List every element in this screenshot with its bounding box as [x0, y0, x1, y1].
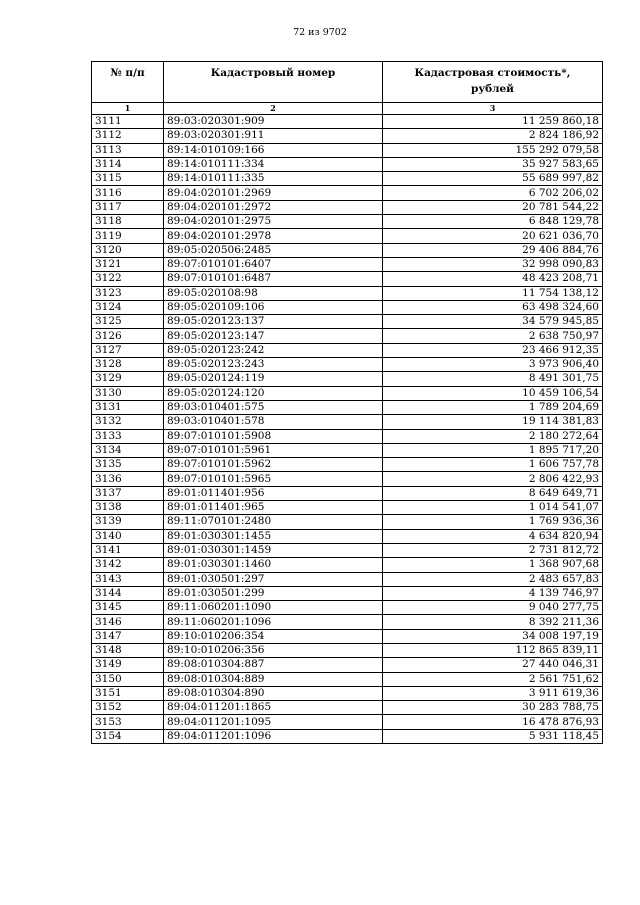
table-row — [92, 458, 603, 472]
cadastral-number-cell: 89:03:010401:578 — [164, 415, 383, 429]
cadastral-value-cell: 10 459 106,54 — [383, 386, 603, 400]
header-cadastral-value-text: Кадастровая стоимость*, рублей — [414, 67, 571, 95]
cadastral-number-cell: 89:10:010206:356 — [164, 643, 383, 657]
row-number-cell: 3137 — [92, 486, 164, 500]
cadastral-value-cell: 27 440 046,31 — [383, 658, 603, 672]
row-number-cell: 3123 — [92, 286, 164, 300]
table-row — [92, 558, 603, 572]
cadastral-number-cell: 89:07:010101:6407 — [164, 257, 383, 271]
cadastral-number-cell: 89:01:030301:1455 — [164, 529, 383, 543]
cadastral-number-cell: 89:08:010304:889 — [164, 672, 383, 686]
cadastral-value-cell: 30 283 788,75 — [383, 701, 603, 715]
table-row — [92, 358, 603, 372]
table-row — [92, 257, 603, 271]
table-row — [92, 529, 603, 543]
cadastral-value-cell: 4 139 746,97 — [383, 586, 603, 600]
cadastral-number-cell: 89:05:020506:2485 — [164, 243, 383, 257]
cadastral-number-cell: 89:05:020124:120 — [164, 386, 383, 400]
table-row — [92, 329, 603, 343]
table-row — [92, 215, 603, 229]
table-row — [92, 315, 603, 329]
cadastral-number-cell: 89:05:020123:242 — [164, 343, 383, 357]
table-row — [92, 658, 603, 672]
cadastral-value-cell: 8 392 211,36 — [383, 615, 603, 629]
cadastral-value-cell: 19 114 381,83 — [383, 415, 603, 429]
row-number-cell: 3132 — [92, 415, 164, 429]
row-number-cell: 3136 — [92, 472, 164, 486]
row-number-cell: 3125 — [92, 315, 164, 329]
cadastral-value-cell: 1 789 204,69 — [383, 400, 603, 414]
table-row — [92, 615, 603, 629]
cadastral-number-cell: 89:05:020123:147 — [164, 329, 383, 343]
cadastral-value-cell: 48 423 208,71 — [383, 272, 603, 286]
row-number-cell: 3144 — [92, 586, 164, 600]
row-number-cell: 3134 — [92, 443, 164, 457]
table-row — [92, 415, 603, 429]
table-header — [92, 62, 603, 115]
table-row — [92, 629, 603, 643]
table-row — [92, 243, 603, 257]
cadastral-value-cell: 2 561 751,62 — [383, 672, 603, 686]
cadastral-value-cell: 6 702 206,02 — [383, 186, 603, 200]
cadastral-value-table — [91, 61, 603, 744]
row-number-cell: 3150 — [92, 672, 164, 686]
cadastral-number-cell: 89:04:020101:2978 — [164, 229, 383, 243]
cadastral-value-cell: 3 973 906,40 — [383, 358, 603, 372]
cadastral-number-cell: 89:10:010206:354 — [164, 629, 383, 643]
row-number-cell: 3130 — [92, 386, 164, 400]
cadastral-number-cell: 89:01:011401:956 — [164, 486, 383, 500]
table-row — [92, 429, 603, 443]
row-number-cell: 3152 — [92, 701, 164, 715]
cadastral-number-cell: 89:01:011401:965 — [164, 501, 383, 515]
cadastral-number-cell: 89:03:020301:911 — [164, 129, 383, 143]
table-row — [92, 601, 603, 615]
row-number-cell: 3153 — [92, 715, 164, 729]
cadastral-number-cell: 89:08:010304:890 — [164, 686, 383, 700]
row-number-cell: 3140 — [92, 529, 164, 543]
row-number-cell: 3149 — [92, 658, 164, 672]
row-number-cell: 3131 — [92, 400, 164, 414]
row-number-cell: 3146 — [92, 615, 164, 629]
table-row — [92, 143, 603, 157]
cadastral-number-cell: 89:14:010111:334 — [164, 157, 383, 171]
cadastral-number-cell: 89:05:020108:98 — [164, 286, 383, 300]
row-number-cell: 3127 — [92, 343, 164, 357]
row-number-cell: 3119 — [92, 229, 164, 243]
table-row — [92, 701, 603, 715]
cadastral-value-cell: 35 927 583,65 — [383, 157, 603, 171]
cadastral-number-cell: 89:07:010101:6487 — [164, 272, 383, 286]
row-number-cell: 3139 — [92, 515, 164, 529]
table-row — [92, 372, 603, 386]
table-row — [92, 501, 603, 515]
cadastral-value-cell: 16 478 876,93 — [383, 715, 603, 729]
column-number-row — [92, 103, 603, 115]
row-number-cell: 3113 — [92, 143, 164, 157]
cadastral-number-cell: 89:04:011201:1096 — [164, 729, 383, 743]
cadastral-value-cell: 2 824 186,92 — [383, 129, 603, 143]
cadastral-number-cell: 89:01:030501:297 — [164, 572, 383, 586]
cadastral-number-cell: 89:04:011201:1865 — [164, 701, 383, 715]
table-row — [92, 472, 603, 486]
cadastral-number-cell: 89:03:010401:575 — [164, 400, 383, 414]
cadastral-value-cell: 155 292 079,58 — [383, 143, 603, 157]
cadastral-value-cell: 1 606 757,78 — [383, 458, 603, 472]
cadastral-value-cell: 20 781 544,22 — [383, 200, 603, 214]
table-row — [92, 543, 603, 557]
cadastral-number-cell: 89:08:010304:887 — [164, 658, 383, 672]
row-number-cell: 3118 — [92, 215, 164, 229]
column-number-2: 2 — [164, 103, 383, 115]
cadastral-number-cell: 89:14:010109:166 — [164, 143, 383, 157]
table-row — [92, 400, 603, 414]
row-number-cell: 3111 — [92, 115, 164, 129]
row-number-cell: 3126 — [92, 329, 164, 343]
page-counter: 72 из 9702 — [293, 27, 347, 38]
cadastral-value-cell: 20 621 036,70 — [383, 229, 603, 243]
table-row — [92, 643, 603, 657]
cadastral-number-cell: 89:05:020123:243 — [164, 358, 383, 372]
table-row — [92, 586, 603, 600]
cadastral-value-cell: 55 689 997,82 — [383, 172, 603, 186]
table-row — [92, 686, 603, 700]
table-row — [92, 115, 603, 129]
table-row — [92, 300, 603, 314]
row-number-cell: 3120 — [92, 243, 164, 257]
cadastral-number-cell: 89:07:010101:5908 — [164, 429, 383, 443]
row-number-cell: 3133 — [92, 429, 164, 443]
cadastral-value-cell: 2 731 812,72 — [383, 543, 603, 557]
row-number-cell: 3122 — [92, 272, 164, 286]
row-number-cell: 3112 — [92, 129, 164, 143]
row-number-cell: 3151 — [92, 686, 164, 700]
table-row — [92, 272, 603, 286]
table-row — [92, 157, 603, 171]
row-number-cell: 3138 — [92, 501, 164, 515]
table-row — [92, 200, 603, 214]
cadastral-value-cell: 2 180 272,64 — [383, 429, 603, 443]
row-number-cell: 3147 — [92, 629, 164, 643]
table-row — [92, 515, 603, 529]
row-number-cell: 3135 — [92, 458, 164, 472]
cadastral-value-cell: 29 406 884,76 — [383, 243, 603, 257]
row-number-cell: 3145 — [92, 601, 164, 615]
table-row — [92, 672, 603, 686]
cadastral-value-cell: 1 769 936,36 — [383, 515, 603, 529]
table-row — [92, 172, 603, 186]
cadastral-value-cell: 11 754 138,12 — [383, 286, 603, 300]
table-row — [92, 486, 603, 500]
table-row — [92, 343, 603, 357]
cadastral-number-cell: 89:03:020301:909 — [164, 115, 383, 129]
cadastral-number-cell: 89:07:010101:5965 — [164, 472, 383, 486]
cadastral-value-cell: 63 498 324,60 — [383, 300, 603, 314]
cadastral-value-cell: 32 998 090,83 — [383, 257, 603, 271]
table-row — [92, 186, 603, 200]
cadastral-number-cell: 89:05:020124:119 — [164, 372, 383, 386]
table-row — [92, 129, 603, 143]
table-row — [92, 229, 603, 243]
cadastral-number-cell: 89:07:010101:5961 — [164, 443, 383, 457]
table-row — [92, 729, 603, 743]
table-body — [92, 115, 603, 744]
row-number-cell: 3128 — [92, 358, 164, 372]
table-row — [92, 386, 603, 400]
cadastral-number-cell: 89:11:060201:1090 — [164, 601, 383, 615]
column-number-1: 1 — [92, 103, 164, 115]
row-number-cell: 3115 — [92, 172, 164, 186]
cadastral-number-cell: 89:05:020123:137 — [164, 315, 383, 329]
row-number-cell: 3143 — [92, 572, 164, 586]
row-number-cell: 3117 — [92, 200, 164, 214]
cadastral-value-cell: 9 040 277,75 — [383, 601, 603, 615]
header-cadastral-value — [383, 62, 603, 103]
row-number-cell: 3148 — [92, 643, 164, 657]
header-row — [92, 62, 603, 103]
cadastral-number-cell: 89:01:030301:1459 — [164, 543, 383, 557]
header-cadastral-number: Кадастровый номер — [164, 62, 383, 103]
cadastral-value-cell: 8 649 649,71 — [383, 486, 603, 500]
cadastral-value-cell: 34 579 945,85 — [383, 315, 603, 329]
table-row — [92, 715, 603, 729]
cadastral-number-cell: 89:04:011201:1095 — [164, 715, 383, 729]
column-number-3: 3 — [383, 103, 603, 115]
cadastral-value-cell: 2 483 657,83 — [383, 572, 603, 586]
cadastral-number-cell: 89:05:020109:106 — [164, 300, 383, 314]
row-number-cell: 3142 — [92, 558, 164, 572]
cadastral-value-cell: 2 638 750,97 — [383, 329, 603, 343]
cadastral-number-cell: 89:04:020101:2975 — [164, 215, 383, 229]
cadastral-value-cell: 8 491 301,75 — [383, 372, 603, 386]
cadastral-number-cell: 89:07:010101:5962 — [164, 458, 383, 472]
cadastral-number-cell: 89:01:030301:1460 — [164, 558, 383, 572]
cadastral-value-cell: 11 259 860,18 — [383, 115, 603, 129]
row-number-cell: 3124 — [92, 300, 164, 314]
cadastral-number-cell: 89:11:070101:2480 — [164, 515, 383, 529]
row-number-cell: 3141 — [92, 543, 164, 557]
cadastral-number-cell: 89:11:060201:1096 — [164, 615, 383, 629]
cadastral-value-cell: 3 911 619,36 — [383, 686, 603, 700]
header-row-number: № п/п — [92, 62, 164, 103]
cadastral-number-cell: 89:04:020101:2969 — [164, 186, 383, 200]
row-number-cell: 3121 — [92, 257, 164, 271]
row-number-cell: 3129 — [92, 372, 164, 386]
cadastral-value-cell: 34 008 197,19 — [383, 629, 603, 643]
cadastral-value-cell: 6 848 129,78 — [383, 215, 603, 229]
row-number-cell: 3116 — [92, 186, 164, 200]
cadastral-value-cell: 23 466 912,35 — [383, 343, 603, 357]
cadastral-value-cell: 5 931 118,45 — [383, 729, 603, 743]
cadastral-value-cell: 1 014 541,07 — [383, 501, 603, 515]
table-row — [92, 443, 603, 457]
row-number-cell: 3154 — [92, 729, 164, 743]
cadastral-value-cell: 4 634 820,94 — [383, 529, 603, 543]
cadastral-value-cell: 2 806 422,93 — [383, 472, 603, 486]
table-row — [92, 286, 603, 300]
cadastral-value-cell: 112 865 839,11 — [383, 643, 603, 657]
cadastral-value-cell: 1 895 717,20 — [383, 443, 603, 457]
cadastral-value-cell: 1 368 907,68 — [383, 558, 603, 572]
cadastral-number-cell: 89:01:030501:299 — [164, 586, 383, 600]
cadastral-number-cell: 89:14:010111:335 — [164, 172, 383, 186]
table-row — [92, 572, 603, 586]
cadastral-number-cell: 89:04:020101:2972 — [164, 200, 383, 214]
row-number-cell: 3114 — [92, 157, 164, 171]
